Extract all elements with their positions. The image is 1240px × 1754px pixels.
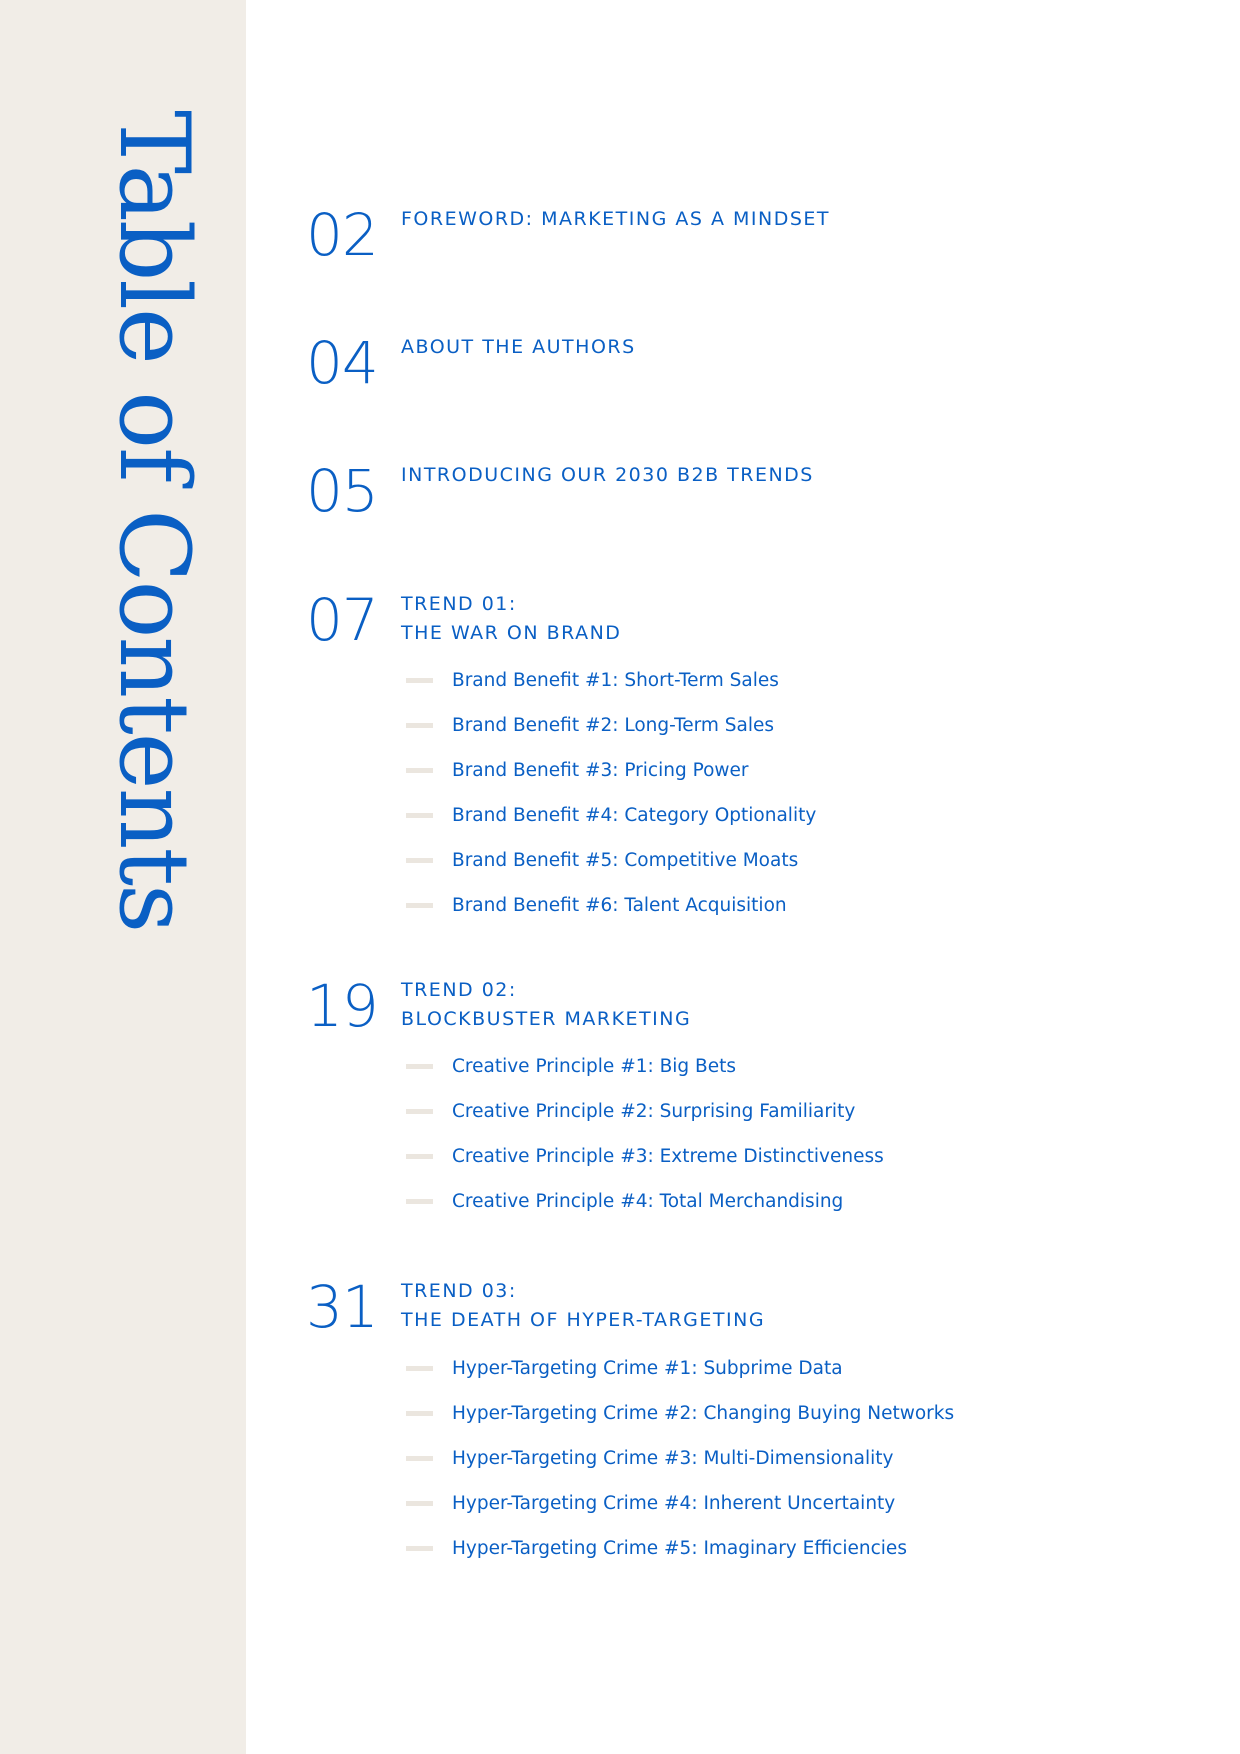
list-item-label: Hyper-Targeting Crime #3: Multi-Dimensionality (452, 1448, 894, 1469)
dash-bullet-icon (406, 1064, 433, 1069)
section-page-number: 05 (306, 457, 378, 525)
list-item[interactable] (406, 838, 816, 883)
dash-bullet-icon (406, 813, 433, 818)
dash-bullet-icon (406, 1546, 433, 1551)
section-title-line: BLOCKBUSTER MARKETING (401, 1008, 692, 1030)
list-item[interactable] (406, 1179, 884, 1224)
dash-bullet-icon (406, 678, 433, 683)
section-page-number: 31 (306, 1273, 378, 1341)
list-item-label: Creative Principle #2: Surprising Familiarity (452, 1101, 856, 1122)
dash-bullet-icon (406, 903, 433, 908)
list-item[interactable] (406, 1526, 954, 1571)
section-title-line: THE DEATH OF HYPER-TARGETING (401, 1309, 766, 1331)
dash-bullet-icon (406, 768, 433, 773)
page-title: Table of Contents (98, 110, 210, 932)
list-item[interactable] (406, 703, 816, 748)
sidebar (0, 0, 246, 1754)
list-item-label: Hyper-Targeting Crime #1: Subprime Data (452, 1358, 843, 1379)
list-item-label: Hyper-Targeting Crime #2: Changing Buying Networks (452, 1403, 955, 1424)
section-title-line: TREND 01: (401, 593, 517, 615)
list-item[interactable] (406, 883, 816, 928)
dash-bullet-icon (406, 1411, 433, 1416)
section-page-number: 19 (306, 972, 378, 1040)
section-title (401, 590, 621, 648)
section-title-line: THE WAR ON BRAND (401, 622, 622, 644)
list-item-label: Brand Benefit #3: Pricing Power (452, 760, 749, 781)
section-title (401, 976, 691, 1034)
list-item-label: Hyper-Targeting Crime #4: Inherent Uncertainty (452, 1493, 896, 1514)
list-item-label: Creative Principle #3: Extreme Distinctiveness (452, 1146, 884, 1167)
list-item[interactable] (406, 1436, 954, 1481)
list-item-label: Creative Principle #1: Big Bets (452, 1056, 737, 1077)
list-item-label: Creative Principle #4: Total Merchandising (452, 1191, 844, 1212)
section-title (401, 205, 830, 234)
dash-bullet-icon (406, 1109, 433, 1114)
section-title-line: ABOUT THE AUTHORS (401, 336, 636, 358)
list-item-label: Brand Benefit #2: Long-Term Sales (452, 715, 775, 736)
section-title-line: INTRODUCING OUR 2030 B2B TRENDS (401, 464, 814, 486)
list-item[interactable] (406, 1481, 954, 1526)
dash-bullet-icon (406, 1154, 433, 1159)
list-item-label: Hyper-Targeting Crime #5: Imaginary Efficiencies (452, 1538, 907, 1559)
section-title (401, 461, 814, 490)
section-page-number: 07 (306, 586, 378, 654)
list-item[interactable] (406, 793, 816, 838)
section-title (401, 333, 636, 362)
section-title-line: TREND 03: (401, 1280, 517, 1302)
list-item[interactable] (406, 748, 816, 793)
section-title (401, 1277, 765, 1335)
section-title-line: FOREWORD: MARKETING AS A MINDSET (401, 208, 830, 230)
list-item-label: Brand Benefit #4: Category Optionality (452, 805, 817, 826)
section-title-line: TREND 02: (401, 979, 517, 1001)
list-item[interactable] (406, 1044, 884, 1089)
list-item[interactable] (406, 1346, 954, 1391)
dash-bullet-icon (406, 1199, 433, 1204)
dash-bullet-icon (406, 1366, 433, 1371)
trend-03-subitems (406, 1346, 954, 1571)
dash-bullet-icon (406, 1456, 433, 1461)
dash-bullet-icon (406, 1501, 433, 1506)
list-item[interactable] (406, 1391, 954, 1436)
trend-01-subitems (406, 658, 816, 928)
list-item[interactable] (406, 658, 816, 703)
dash-bullet-icon (406, 858, 433, 863)
dash-bullet-icon (406, 723, 433, 728)
list-item[interactable] (406, 1134, 884, 1179)
section-page-number: 04 (306, 329, 378, 397)
section-page-number: 02 (306, 201, 378, 269)
list-item[interactable] (406, 1089, 884, 1134)
list-item-label: Brand Benefit #5: Competitive Moats (452, 850, 799, 871)
list-item-label: Brand Benefit #6: Talent Acquisition (452, 895, 787, 916)
list-item-label: Brand Benefit #1: Short-Term Sales (452, 670, 779, 691)
trend-02-subitems (406, 1044, 884, 1224)
